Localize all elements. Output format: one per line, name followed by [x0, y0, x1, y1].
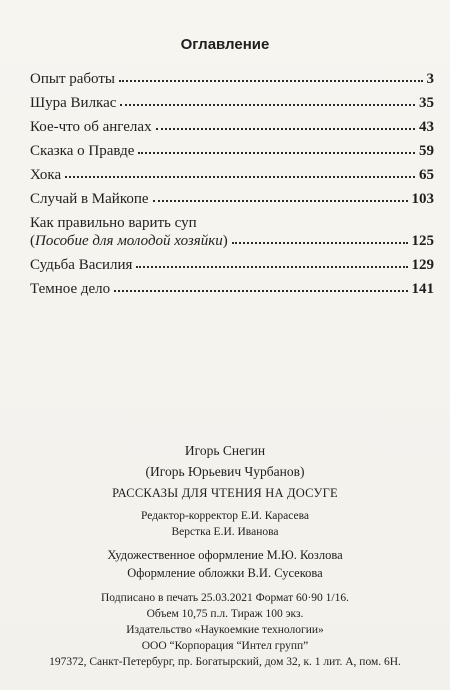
- dot-leader: [120, 104, 415, 106]
- toc-entry-multiline: [30, 214, 434, 250]
- toc-entry-page: 129: [411, 257, 434, 273]
- toc-entry-subtitle-row: [30, 232, 434, 250]
- credits-design: [0, 546, 450, 582]
- dot-leader: [114, 290, 407, 292]
- toc-entry-title: Судьба Василия: [30, 257, 133, 273]
- toc-entry-page: 59: [419, 143, 434, 159]
- dot-leader: [232, 242, 408, 244]
- dot-leader: [138, 152, 415, 154]
- paren-close: ): [222, 233, 228, 249]
- toc-entry-subtitle: [30, 232, 228, 250]
- toc-entry-title: Кое-что об ангелах: [30, 119, 152, 135]
- toc-entry: [30, 118, 434, 136]
- toc-entry-page: 103: [411, 191, 434, 207]
- publisher-address: 197372, Санкт-Петербург, пр. Богатырский, дом 32, к. 1 лит. А, пом. 6Н.: [49, 656, 401, 668]
- toc-entry: [30, 94, 434, 112]
- volume-info: Объем 10,75 п.л. Тираж 100 экз.: [146, 608, 304, 620]
- dot-leader: [156, 128, 415, 130]
- toc-entry: [30, 142, 434, 160]
- author-pseudonym: Игорь Снегин: [184, 443, 266, 458]
- author-full-name: (Игорь Юрьевич Чурбанов): [145, 464, 305, 479]
- publication-info: [0, 590, 450, 670]
- paren-open: (: [30, 233, 35, 249]
- imprint-block: [0, 440, 450, 670]
- toc-entry-page: 65: [419, 167, 434, 183]
- toc-entry: [30, 256, 434, 274]
- toc-heading: Оглавление: [180, 36, 270, 53]
- corporation-name: ООО “Корпорация “Интел групп”: [141, 640, 309, 652]
- credits-editorial: [0, 508, 450, 540]
- dot-leader: [65, 176, 415, 178]
- toc-entry-page: 3: [426, 71, 434, 87]
- credit-line: Художественное оформление М.Ю. Козлова: [107, 548, 343, 562]
- toc-entry: [30, 280, 434, 298]
- toc-entry: [30, 166, 434, 184]
- book-title: РАССКАЗЫ ДЛЯ ЧТЕНИЯ НА ДОСУГЕ: [112, 486, 338, 500]
- credit-line: Редактор-корректор Е.И. Карасева: [141, 510, 309, 522]
- toc-entry-page: 141: [411, 281, 434, 297]
- toc-entry-title: Опыт работы: [30, 71, 115, 87]
- dot-leader: [153, 200, 408, 202]
- toc-entry-page: 35: [419, 95, 434, 111]
- toc-entry-title: Шура Вилкас: [30, 95, 117, 111]
- dot-leader: [119, 80, 423, 82]
- toc-entry: [30, 190, 434, 208]
- table-of-contents: [30, 70, 434, 304]
- credit-line: Верстка Е.И. Иванова: [171, 526, 279, 538]
- toc-entry-title: Сказка о Правде: [30, 143, 135, 159]
- toc-entry-page: 43: [419, 119, 434, 135]
- toc-entry-subtitle-italic: Пособие для молодой хозяйки: [35, 233, 223, 249]
- toc-entry-page: 125: [411, 233, 434, 249]
- publisher-name: Издательство «Наукоемкие технологии»: [126, 624, 324, 636]
- toc-entry-title: Как правильно варить суп: [30, 215, 197, 231]
- toc-entry: [30, 70, 434, 88]
- dot-leader: [136, 266, 407, 268]
- toc-entry-title: Хока: [30, 167, 62, 183]
- toc-entry-title: Темное дело: [30, 281, 111, 297]
- print-info: Подписано в печать 25.03.2021 Формат 60·90 1/16.: [101, 592, 349, 604]
- toc-entry-title: Случай в Майкопе: [30, 191, 149, 207]
- credit-line: Оформление обложки В.И. Сусекова: [127, 566, 323, 580]
